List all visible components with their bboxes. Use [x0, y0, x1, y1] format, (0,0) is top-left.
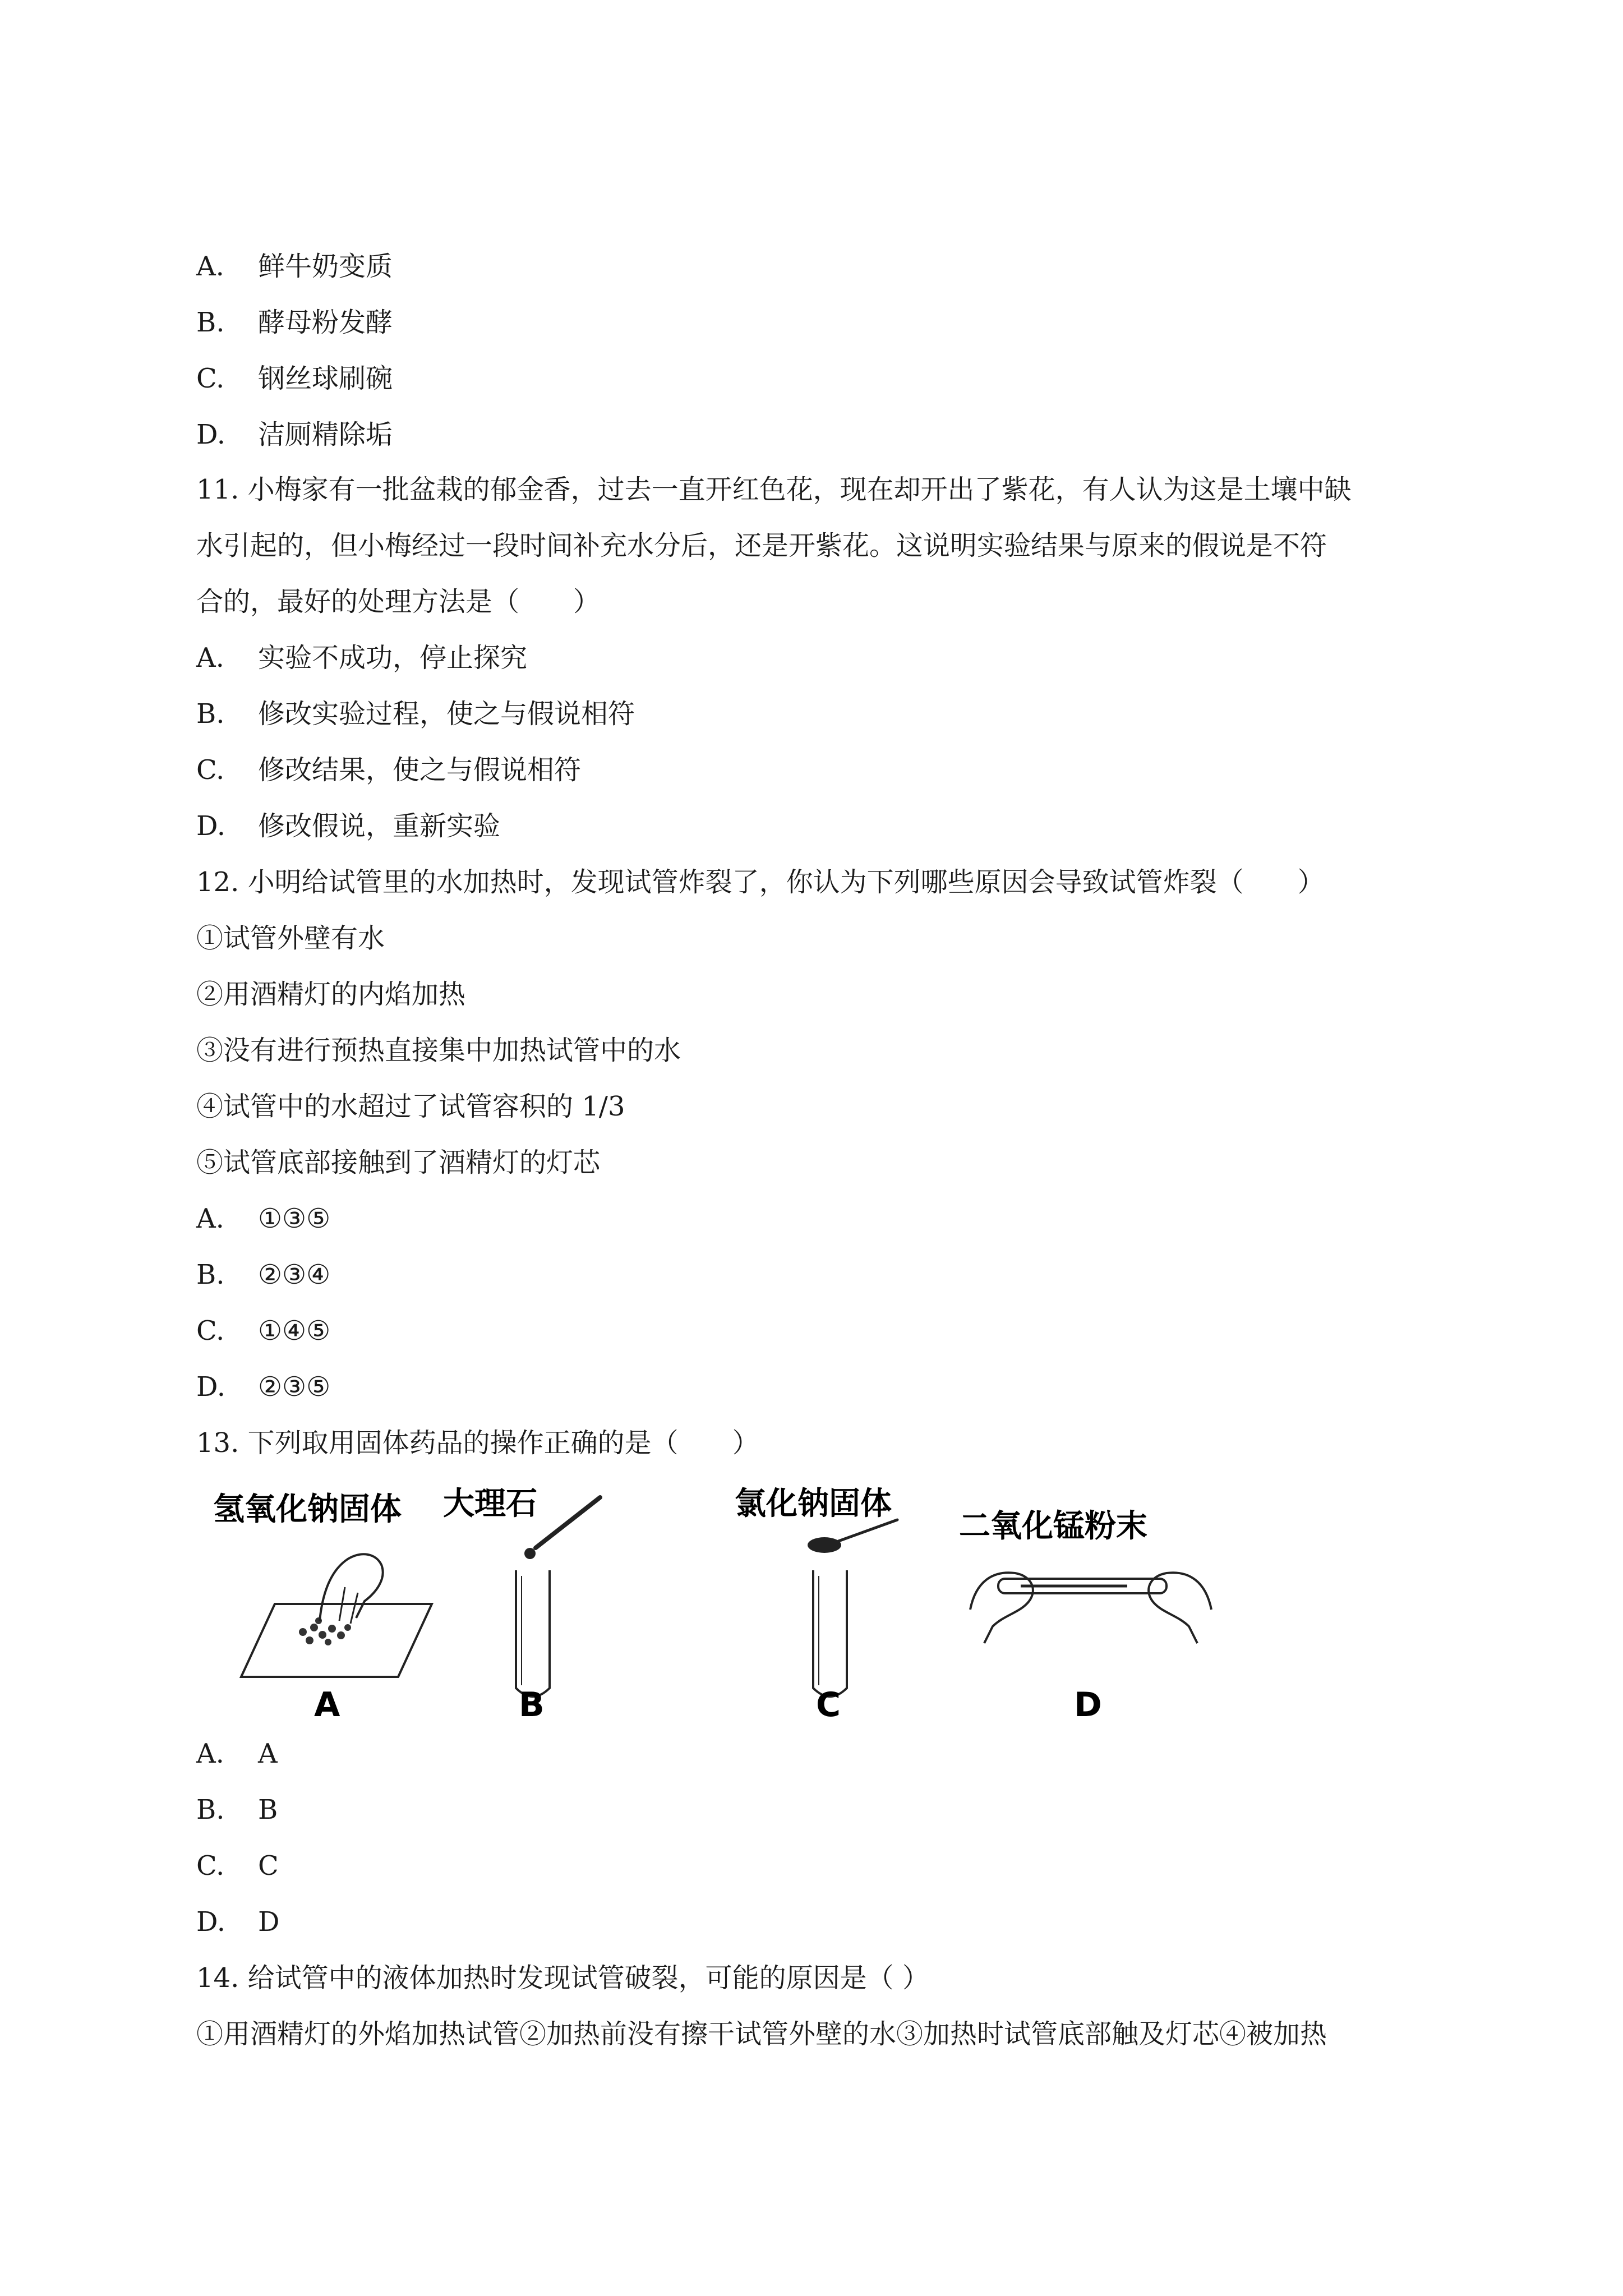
panel-d-label: 二氧化锰粉末: [959, 1508, 1147, 1545]
panel-d-letter: D: [1074, 1685, 1102, 1725]
q12-item-2: ②用酒精灯的内焰加热: [196, 979, 466, 1010]
spoon-icon: [808, 1537, 841, 1553]
q13-option-d: D. D: [196, 1906, 280, 1938]
q11-option-a: A. 实验不成功，停止探究: [196, 642, 528, 674]
q11-option-b: B. 修改实验过程，使之与假说相符: [196, 698, 635, 730]
q13-option-c: C. C: [196, 1850, 279, 1882]
q12-option-d: D. ②③⑤: [196, 1371, 331, 1403]
q12-option-c: C. ①④⑤: [196, 1315, 331, 1347]
q11-option-c: C. 修改结果，使之与假说相符: [196, 754, 582, 786]
panel-c-letter: C: [816, 1685, 841, 1725]
q12-item-5: ⑤试管底部接触到了酒精灯的灯芯: [196, 1147, 601, 1178]
q14-stem: 14. 给试管中的液体加热时发现试管破裂，可能的原因是（ ）: [196, 1962, 929, 1994]
q12-item-3: ③没有进行预热直接集中加热试管中的水: [196, 1035, 681, 1066]
q13-option-a: A. A: [196, 1738, 278, 1769]
q11-option-d: D. 修改假说，重新实验: [196, 810, 501, 842]
right-hand-icon: [1149, 1573, 1211, 1643]
panel-b: [443, 1486, 603, 1725]
q12-item-4: ④试管中的水超过了试管容积的 1/3: [196, 1091, 625, 1122]
paper-sheet: [241, 1604, 432, 1677]
panel-a: [213, 1491, 432, 1725]
q12-stem: 12. 小明给试管里的水加热时，发现试管炸裂了，你认为下列哪些原因会导致试管炸裂（ ）: [196, 866, 1325, 898]
hand-icon: [320, 1554, 383, 1621]
left-hand-icon: [970, 1573, 1033, 1643]
marble-piece: [524, 1548, 536, 1559]
q13-stem: 13. 下列取用固体药品的操作正确的是（ ）: [196, 1427, 759, 1459]
q13-figure: [208, 1481, 1217, 1727]
q10-option-d: D. 洁厕精除垢: [196, 419, 393, 450]
q13-option-b: B. B: [196, 1794, 278, 1825]
panel-a-label: 氢氧化钠固体: [213, 1491, 402, 1528]
q12-item-1: ①试管外壁有水: [196, 923, 385, 954]
q12-option-b: B. ②③④: [196, 1259, 331, 1290]
q14-stem-line-2: ①用酒精灯的外焰加热试管②加热前没有擦干试管外壁的水③加热时试管底部触及灯芯④被加热: [196, 2018, 1327, 2050]
q10-option-b: B. 酵母粉发酵: [196, 307, 393, 338]
panel-d: [959, 1508, 1211, 1725]
q10-option-c: C. 钢丝球刷碗: [196, 363, 393, 394]
q12-option-a: A. ①③⑤: [196, 1203, 331, 1234]
panel-c-label: 氯化钠固体: [735, 1486, 892, 1522]
panel-a-letter: A: [314, 1685, 340, 1725]
tweezers-icon: [536, 1497, 600, 1548]
q11-stem-line-2: 水引起的，但小梅经过一段时间补充水分后，还是开紫花。这说明实验结果与原来的假说是不符: [196, 530, 1327, 561]
solid-pile: [299, 1617, 351, 1645]
q11-stem-line-1: 11. 小梅家有一批盆栽的郁金香，过去一直开红色花，现在却开出了紫花，有人认为这是土壤中缺: [196, 474, 1352, 505]
panel-b-label: 大理石: [443, 1486, 537, 1522]
q11-stem-line-3: 合的，最好的处理方法是（ ）: [196, 586, 601, 617]
q10-option-a: A. 鲜牛奶变质: [196, 251, 393, 282]
panel-b-letter: B: [519, 1685, 545, 1725]
panel-c: [735, 1486, 897, 1725]
